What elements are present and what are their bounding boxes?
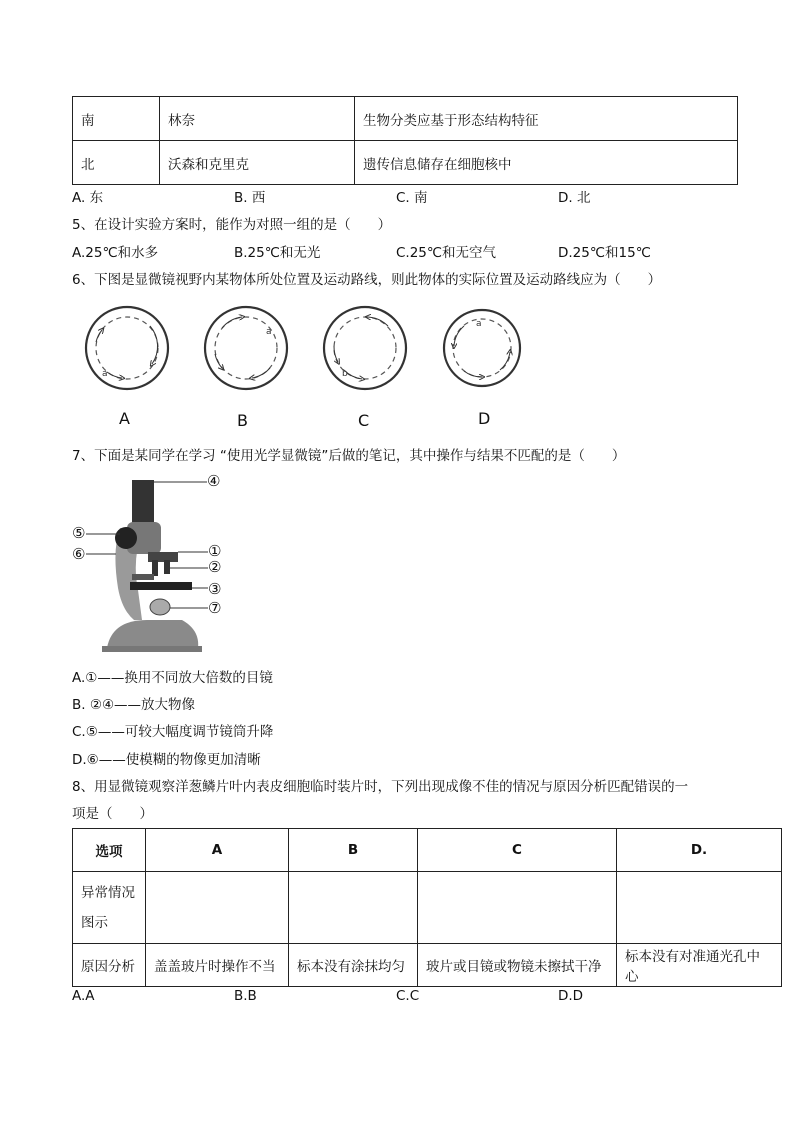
table-cell: 玻片或目镜或物镜未擦拭干净 [418,944,617,987]
circle-label-d: D [478,409,491,428]
view-circle-a [86,307,168,389]
view-circle-c [324,307,406,389]
q4-option-d: D. 北 [558,190,591,206]
view-circle-b [205,307,287,389]
table-cell [617,872,782,944]
q8-option-c: C.C [396,988,420,1004]
q8-option-d: D.D [558,988,584,1004]
table-cell: 南 [73,97,160,141]
q7-option-c: C.⑤——可较大幅度调节镜筒升降 [72,724,274,740]
q7-option-a: A.①——换用不同放大倍数的目镜 [72,670,273,686]
view-circle-d [444,310,520,386]
callout-2: ② [208,558,222,576]
q4-option-a: A. 东 [72,190,104,206]
row-label-line1: 异常情况 [81,884,135,901]
q5-option-d: D.25℃和15℃ [558,245,651,261]
table-cell [289,872,418,944]
table-cell: 沃森和克里克 [160,141,355,185]
table-header: D. [617,829,782,872]
callout-7: ⑦ [208,599,222,617]
q8-stem-line1: 8、用显微镜观察洋葱鳞片叶内表皮细胞临时装片时，下列出现成像不佳的情况与原因分析匹配错误的一 [72,779,689,795]
table-header: C [418,829,617,872]
dot-letter: a [266,327,272,337]
table-cell [73,872,146,944]
callout-1: ① [208,542,222,560]
q7-stem: 7、下面是某同学在学习 “使用光学显微镜”后做的笔记，其中操作与结果不匹配的是（ ） [72,448,626,464]
table-header: A [146,829,289,872]
row-label-line2: 图示 [81,914,108,931]
dot-letter: a [476,319,482,329]
q6-figure [72,298,542,438]
q5-stem: 5、在设计实验方案时，能作为对照一组的是（ ） [72,217,392,233]
table-cell: 北 [73,141,160,185]
callout-4: ④ [207,472,221,490]
table-cell: 原因分析 [73,944,146,987]
q8-option-b: B.B [234,988,257,1004]
q8-option-a: A.A [72,988,95,1004]
callout-6: ⑥ [72,545,86,563]
table-cell: 标本没有对准通光孔中心 [617,944,782,987]
top-table [72,96,738,185]
circle-label-c: C [358,411,370,430]
q8-table [72,828,782,987]
dot-letter: a [102,369,108,379]
q4-option-b: B. 西 [234,190,266,206]
q7-option-b: B. ②④——放大物像 [72,697,196,713]
circle-label-a: A [119,409,130,428]
table-cell: 林奈 [160,97,355,141]
dot-letter: b [342,369,348,379]
callout-5: ⑤ [72,524,86,542]
q4-option-c: C. 南 [396,190,428,206]
q5-option-b: B.25℃和无光 [234,245,321,261]
table-cell: 盖盖玻片时操作不当 [146,944,289,987]
table-cell: 遗传信息储存在细胞核中 [355,141,738,185]
q5-option-a: A.25℃和水多 [72,245,159,261]
table-header: B [289,829,418,872]
callout-3: ③ [208,580,222,598]
circle-label-b: B [237,411,248,430]
q6-stem: 6、下图是显微镜视野内某物体所处位置及运动路线，则此物体的实际位置及运动路线应为（ ） [72,272,662,288]
q7-option-d: D.⑥——使模糊的物像更加清晰 [72,752,261,768]
table-cell: 标本没有涂抹均匀 [289,944,418,987]
q5-option-c: C.25℃和无空气 [396,245,497,261]
q8-stem-line2: 项是（ ） [72,806,153,822]
table-cell [146,872,289,944]
table-cell: 生物分类应基于形态结构特征 [355,97,738,141]
table-header: 选项 [73,829,146,872]
table-cell [418,872,617,944]
